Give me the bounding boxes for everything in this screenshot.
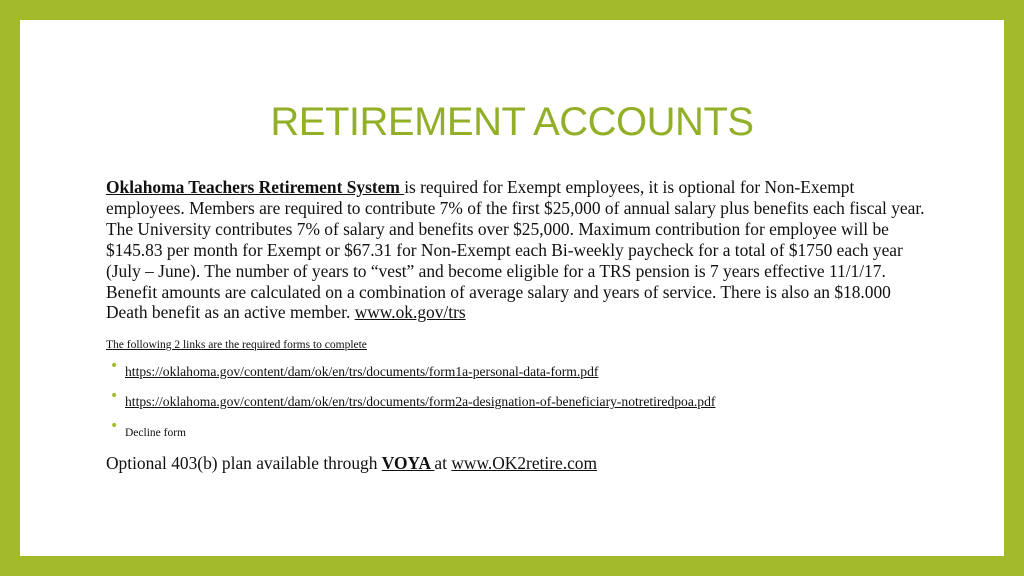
list-item [106, 388, 936, 411]
list-item [106, 418, 936, 441]
optional-plan-line [106, 453, 936, 474]
list-item [106, 358, 936, 381]
voya-link[interactable]: VOYA [381, 453, 435, 474]
trs-website-link[interactable]: www.ok.gov/trs [354, 302, 466, 323]
trs-paragraph [106, 177, 936, 323]
forms-caption: The following 2 links are the required forms to complete [106, 339, 367, 352]
form1a-link[interactable]: https://oklahoma.gov/content/dam/ok/en/trs/documents/form1a-personal-data-form.pdf [125, 364, 599, 380]
optional-prefix: Optional 403(b) plan available through [106, 453, 382, 474]
forms-list [106, 358, 936, 441]
slide-title: RETIREMENT ACCOUNTS [270, 100, 754, 144]
ok2retire-link[interactable]: www.OK2retire.com [451, 453, 598, 474]
slide [20, 20, 1004, 556]
bullet-icon: • [110, 388, 119, 405]
decline-form-text: Decline form [125, 427, 186, 440]
bullet-icon: • [110, 358, 119, 375]
bullet-icon: • [110, 418, 119, 435]
slide-body [106, 177, 936, 474]
optional-middle: at [434, 453, 452, 474]
trs-description: is required for Exempt employees, it is optional for Non-Exempt employees. Members are required to contribute 7% of the first $25,000 of annual salary plus benefits each fiscal year. The University contributes 7% of salary and benefits over $25,000. Maximum contribution for employee will be $145.83 per month for Exempt or $67.31 for Non-Exempt each Bi-weekly paycheck for a total of $1750 each year (July – June). The number of years to “vest” and become eligible for a TRS pension is 7 years effective 11/1/17. Benefit amounts are calculated on a combination of average salary and years of service. There is also an $18.000 Death benefit as an active member. [106, 177, 925, 323]
trs-name-link[interactable]: Oklahoma Teachers Retirement System [106, 177, 405, 197]
form2a-link[interactable]: https://oklahoma.gov/content/dam/ok/en/trs/documents/form2a-designation-of-beneficiary-notretiredpoa.pdf [125, 394, 716, 410]
